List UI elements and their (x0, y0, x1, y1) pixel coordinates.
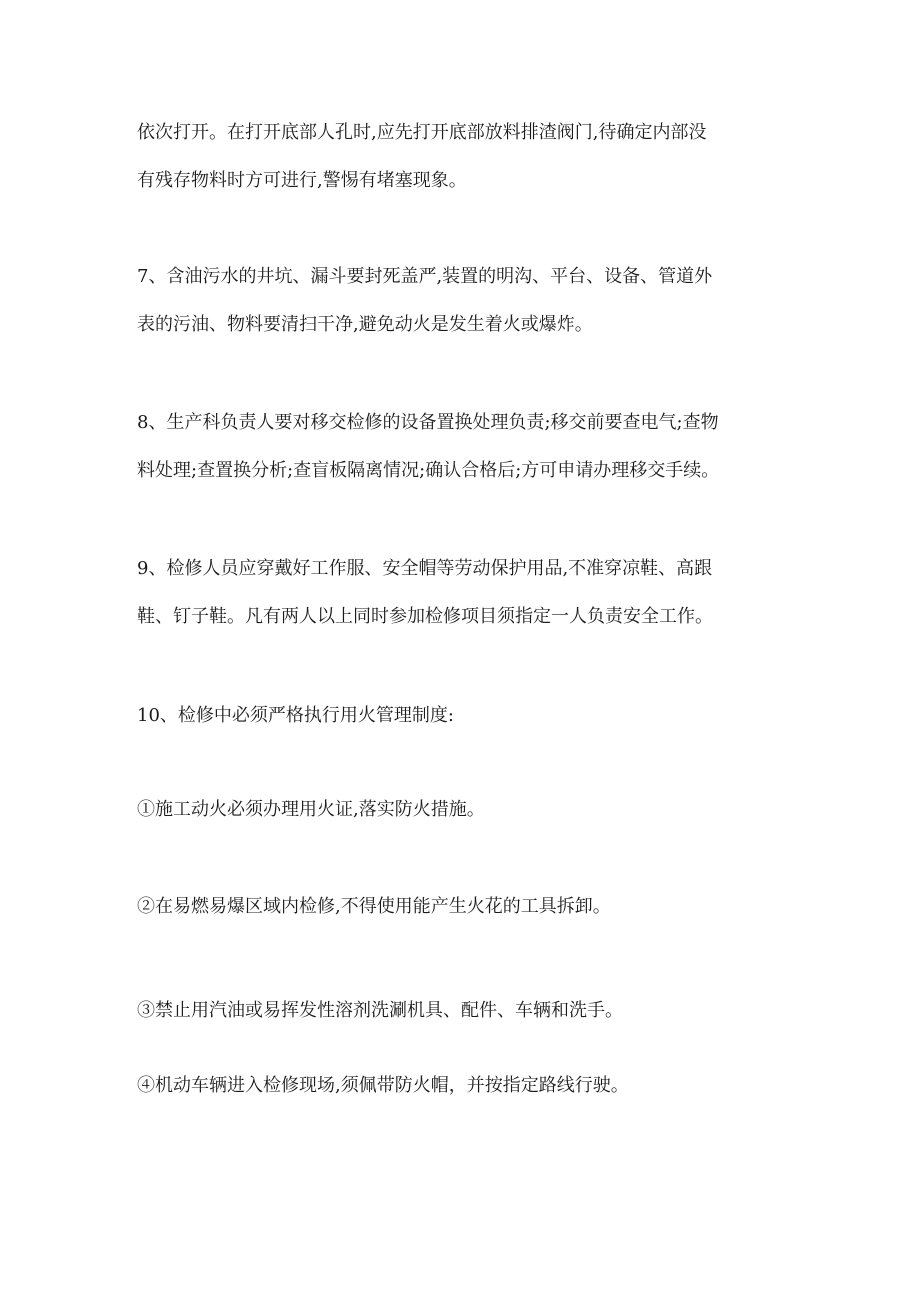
text-line: 8、生产科负责人要对移交检修的设备置换处理负责;移交前要查电气;查物 (137, 412, 719, 433)
text-line: 料处理;查置换分析;查盲板隔离情况;确认合格后;方可申请办理移交手续。 (137, 460, 720, 481)
paragraph-item-10 (137, 692, 797, 740)
paragraph-subitem-3 (137, 987, 797, 1035)
text-line: 依次打开。在打开底部人孔时,应先打开底部放料排渣阀门,待确定内部没 (137, 122, 707, 143)
text-line: 有残存物料时方可进行,警惕有堵塞现象。 (137, 170, 467, 191)
text-line: ①施工动火必须办理用火证,落实防火措施。 (137, 799, 485, 820)
paragraph-subitem-1 (137, 786, 797, 834)
paragraph-subitem-4 (137, 1062, 797, 1110)
text-line: 9、检修人员应穿戴好工作服、安全帽等劳动保护用品,不准穿凉鞋、高跟 (137, 558, 713, 579)
text-line: ③禁止用汽油或易挥发性溶剂洗涮机具、配件、车辆和洗手。 (137, 1000, 623, 1021)
paragraph-item-7 (137, 253, 797, 349)
text-line: 鞋、钉子鞋。凡有两人以上同时参加检修项目须指定一人负责安全工作。 (137, 606, 713, 627)
text-line: 10、检修中必须严格执行用火管理制度: (137, 705, 454, 726)
paragraph-item-9 (137, 545, 797, 641)
paragraph-continued-opening (137, 109, 797, 205)
paragraph-subitem-2 (137, 883, 797, 931)
text-line: 7、含油污水的井坑、漏斗要封死盖严,装置的明沟、平台、设备、管道外 (137, 266, 713, 287)
text-line: ④机动车辆进入检修现场,须佩带防火帽，并按指定路线行驶。 (137, 1075, 629, 1096)
paragraph-item-8 (137, 399, 797, 495)
text-line: ②在易燃易爆区域内检修,不得使用能产生火花的工具拆卸。 (137, 896, 611, 917)
text-line: 表的污油、物料要清扫干净,避免动火是发生着火或爆炸。 (137, 314, 593, 335)
